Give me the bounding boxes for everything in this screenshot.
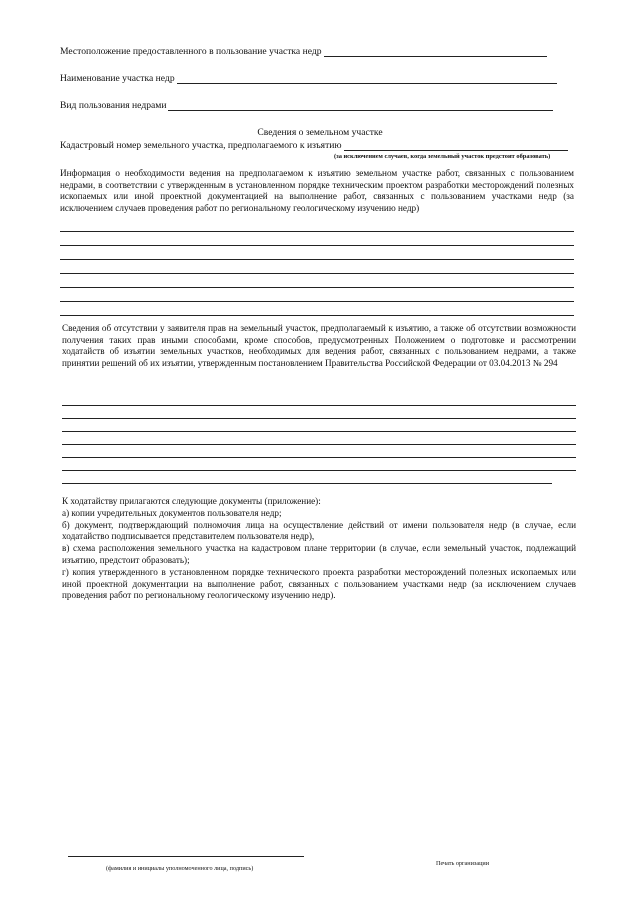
subsoil-name-line[interactable] [177, 73, 557, 84]
subsoil-use-line[interactable] [168, 100, 553, 111]
answer-line[interactable] [60, 273, 574, 274]
subsoil-name-field[interactable] [60, 73, 557, 84]
answer-line[interactable] [62, 483, 552, 484]
cadastral-note: (за исключением случаев, когда земельный участок предстоит образовать) [334, 153, 551, 160]
subsoil-use-field[interactable] [60, 100, 553, 111]
attachments-intro: К ходатайству прилагаются следующие документы (приложение): [62, 496, 321, 506]
attachments-list [62, 496, 576, 602]
answer-line[interactable] [60, 301, 574, 302]
answer-line[interactable] [62, 470, 576, 471]
necessity-paragraph: Информация о необходимости ведения на предполагаемом к изъятию земельном участке работ, связанных с пользованием недрами, в соответствии с утвержденным в установленном порядке техническим проектом разработки месторождений полезных ископаемых или иной проектной документацией на выполнение работ, связанных с пользованием участками недр (за исключением случаев проведения работ по региональному геологическому изучению недр) [60, 168, 574, 213]
attachment-item: б) документ, подтверждающий полномочия лица на осуществление действий от имени пользователя недр (в случае, если ходатайство подписывается представителем пользователя недр), [62, 519, 576, 542]
signature-line[interactable] [68, 856, 304, 857]
answer-line[interactable] [62, 431, 576, 432]
answer-line[interactable] [60, 245, 574, 246]
absence-paragraph: Сведения об отсутствии у заявителя прав на земельный участок, предполагаемый к изъятию, а также об отсутствии возможности получения таких прав иными способами, кроме способов, предусмотренных Положением о подготовке и рассмотрении ходатайств об изъятии земельных участков, необходимых для ведения работ, связанных с пользованием недрами, а также принятии решений об их изъятии, утвержденным постановлением Правительства Российской Федерации от 03.04.2013 № 294 [62, 323, 576, 368]
cadastral-label: Кадастровый номер земельного участка, предполагаемого к изъятию [60, 140, 342, 151]
subsoil-location-field[interactable] [60, 46, 547, 57]
signature-caption: (фамилия и инициалы уполномоченного лица, подпись) [106, 865, 254, 872]
subsoil-location-line[interactable] [324, 46, 547, 57]
answer-line[interactable] [62, 444, 576, 445]
attachment-item: в) схема расположения земельного участка на кадастровом плане территории (в случае, если земельный участок, подлежащий изъятию, предстоит образовать); [62, 543, 576, 565]
attachment-item: г) копия утвержденного в установленном порядке технического проекта разработки месторождений полезных ископаемых или иной проектной документации на выполнение работ, связанных с пользованием участками недр (за исключением случаев проведения работ по региональному геологическому изучению недр). [62, 566, 576, 601]
answer-line[interactable] [60, 231, 574, 232]
subsoil-use-label: Вид пользования недрами [60, 100, 167, 111]
land-heading: Сведения о земельном участке [257, 127, 383, 138]
answer-line[interactable] [62, 457, 576, 458]
answer-line[interactable] [60, 315, 574, 316]
answer-line[interactable] [62, 418, 576, 419]
answer-line[interactable] [60, 259, 574, 260]
subsoil-name-label: Наименование участка недр [60, 73, 175, 84]
answer-line[interactable] [60, 287, 574, 288]
cadastral-line[interactable] [344, 140, 568, 151]
answer-line[interactable] [62, 405, 576, 406]
attachment-item: а) копии учредительных документов пользователя недр; [62, 507, 282, 518]
cadastral-field[interactable] [60, 140, 568, 151]
subsoil-location-label: Местоположение предоставленного в пользование участка недр [60, 46, 322, 57]
stamp-label: Печать организации [436, 860, 490, 867]
